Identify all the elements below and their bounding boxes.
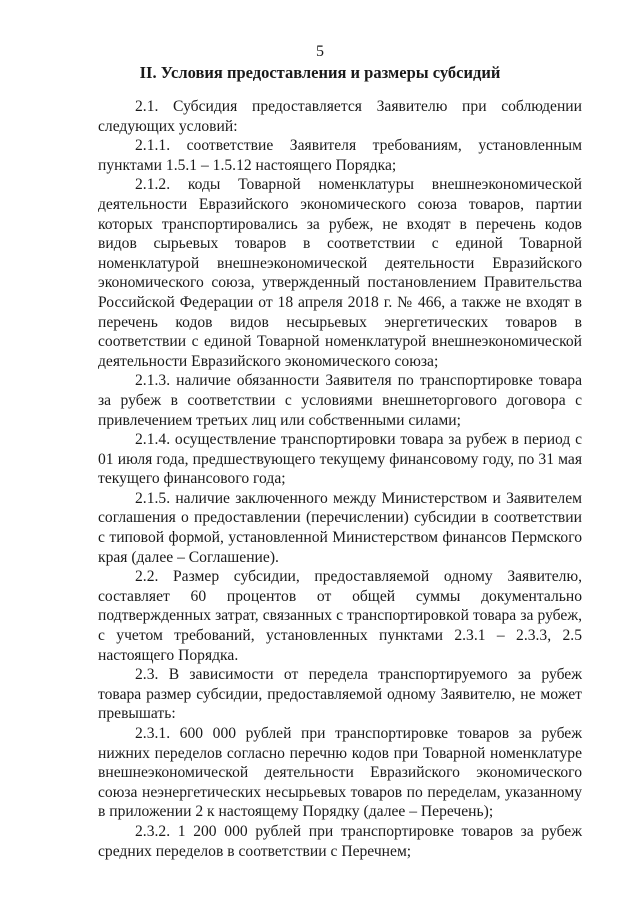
paragraph-2-3-1: 2.3.1. 600 000 рублей при транспортировке товаров за рубеж нижних переделов согласно перечню кодов при Товарной номенклатуре внешнеэкономической деятельности Евразийского экономического союза неэнергетических несырьевых товаров по переделам, указанному в приложении 2 к настоящему Порядку (далее – Перечень); xyxy=(98,725,582,821)
paragraph-2-1-3: 2.1.3. наличие обязанности Заявителя по транспортировке товара за рубеж в соответствии с условиями внешнеторгового договора с привлечением третьих лиц или собственными силами; xyxy=(98,372,582,429)
page-number: 5 xyxy=(316,43,324,60)
paragraph-2-1-1: 2.1.1. соответствие Заявителя требованиям, установленным пунктами 1.5.1 – 1.5.12 настоящего Порядка; xyxy=(98,137,582,174)
paragraph-2-3: 2.3. В зависимости от передела транспортируемого за рубеж товара размер субсидии, предоставляемой одному Заявителю, не может превышать: xyxy=(98,666,582,723)
paragraph-2-2: 2.2. Размер субсидии, предоставляемой одному Заявителю, составляет 60 процентов от общей суммы документально подтвержденных затрат, связанных с транспортировкой товара за рубеж, с учетом требований, установленных пунктами 2.3.1 – 2.3.3, 2.5 настоящего Порядка. xyxy=(98,568,582,664)
paragraph-2-1-5: 2.1.5. наличие заключенного между Министерством и Заявителем соглашения о предоставлении (перечислении) субсидии в соответствии с типовой формой, установленной Министерством финансов Пермского края (далее – Соглашение). xyxy=(98,489,582,566)
paragraph-2-1-4: 2.1.4. осуществление транспортировки товара за рубеж в период с 01 июля года, предшествующего текущему финансовому году, по 31 мая текущего финансового года; xyxy=(98,431,582,488)
document-body xyxy=(98,97,582,861)
section-heading: II. Условия предоставления и размеры субсидий xyxy=(139,63,501,82)
paragraph-2-1-2: 2.1.2. коды Товарной номенклатуры внешнеэкономической деятельности Евразийского экономического союза товаров, партии которых транспортировались за рубеж, не входят в перечень кодов видов сырьевых товаров в соответствии с единой Товарной номенклатурой внешнеэкономической деятельности Евразийского экономического союза, утвержденный постановлением Правительства Российской Федерации от 18 апреля 2018 г. № 466, а также не входят в перечень кодов видов несырьевых энергетических товаров в соответствии с единой Товарной номенклатурой внешнеэкономической деятельности Евразийского экономического союза; xyxy=(98,176,582,370)
paragraph-2-1: 2.1. Субсидия предоставляется Заявителю при соблюдении следующих условий: xyxy=(98,98,582,135)
paragraph-2-3-2: 2.3.2. 1 200 000 рублей при транспортировке товаров за рубеж средних переделов в соответствии с Перечнем; xyxy=(98,822,582,860)
